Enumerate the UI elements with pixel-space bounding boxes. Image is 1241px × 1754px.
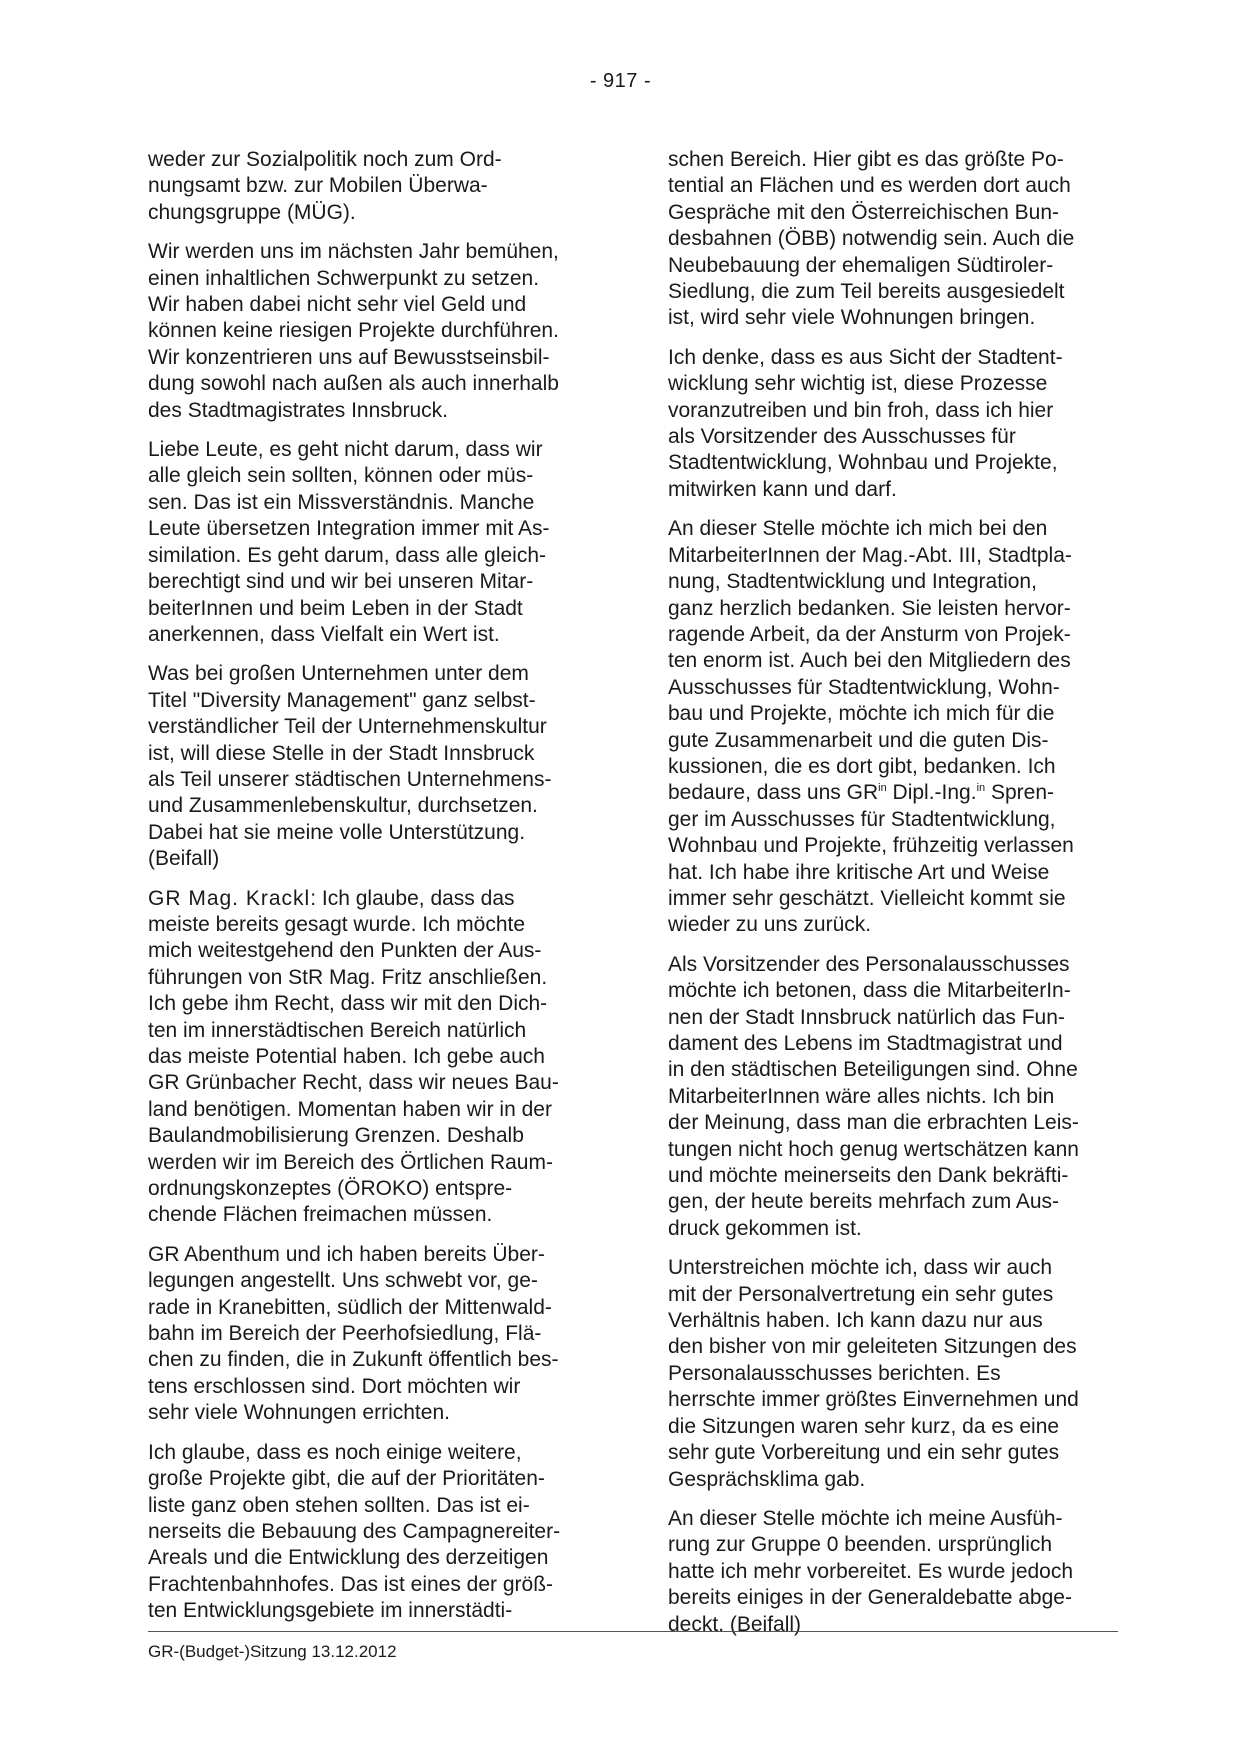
text-line: ragende Arbeit, da der Ansturm von Projek- [668,622,1071,646]
text-line: liste ganz oben stehen sollten. Das ist ei- [148,1493,530,1517]
text-line: einen inhaltlichen Schwerpunkt zu setzen. [148,266,540,290]
text-line: nungsamt bzw. zur Mobilen Überwa- [148,174,488,198]
text-line: Wir konzentrieren uns auf Bewusstseinsbil- [148,345,550,369]
text-line: gen, der heute bereits mehrfach zum Aus- [668,1190,1060,1214]
text-line: Ausschusses für Stadtentwicklung, Wohn- [668,675,1060,699]
text-line: kussionen, die es dort gibt, bedanken. Ich [668,754,1056,778]
text-line: tential an Flächen und es werden dort auch [668,174,1071,198]
text-line: An dieser Stelle möchte ich meine Ausfüh- [668,1506,1063,1530]
text-line: die Sitzungen waren sehr kurz, da es eine [668,1414,1060,1438]
text-line: Ich glaube, dass es noch einige weitere, [148,1440,522,1464]
text-line: ist, wird sehr viele Wohnungen bringen. [668,306,1036,330]
text-line: ordnungskonzeptes (ÖROKO) entspre- [148,1177,513,1201]
paragraph [148,437,600,648]
superscript: in [976,782,986,795]
text-line: sehr gute Vorbereitung und ein sehr gutes [668,1441,1060,1465]
right-column [668,147,1120,1651]
text-line: Wohnbau und Projekte, frühzeitig verlassen [668,834,1074,858]
footer-session-label: GR-(Budget-)Sitzung 13.12.2012 [148,1642,397,1661]
text-line: druck gekommen ist. [668,1216,862,1240]
text-line: sehr viele Wohnungen errichten. [148,1401,450,1425]
text-line: Titel "Diversity Management" ganz selbst- [148,688,536,712]
text-line: similation. Es geht darum, dass alle gleich- [148,543,547,567]
text-line: immer sehr geschätzt. Vielleicht kommt sie [668,886,1066,910]
text-line: Ich gebe ihm Recht, dass wir mit den Dich- [148,992,548,1016]
text-line: ten im innerstädtischen Bereich natürlich [148,1018,527,1042]
text-line: schen Bereich. Hier gibt es das größte Po- [668,148,1064,171]
text-line: Gespräche mit den Österreichischen Bun- [668,200,1060,224]
text-line: Neubebauung der ehemaligen Südtiroler- [668,253,1054,277]
speaker-name: GR Mag. Krackl [148,886,311,910]
text-line: Gesprächsklima gab. [668,1467,866,1491]
text-line: MitarbeiterInnen der Mag.-Abt. III, Stadtpla- [668,543,1072,567]
text-line: land benötigen. Momentan haben wir in der [148,1097,552,1121]
text-line: große Projekte gibt, die auf der Prioritäten- [148,1467,545,1491]
text-line: Unterstreichen möchte ich, dass wir auch [668,1256,1052,1280]
text-line: Leute übersetzen Integration immer mit As- [148,517,550,541]
text-line: ist, will diese Stelle in der Stadt Innsbruck [148,741,535,765]
paragraph [148,661,600,872]
text-line: nerseits die Bebauung des Campagnereiter- [148,1519,561,1543]
paragraph [668,1255,1120,1493]
text-line: Verhältnis haben. Ich kann dazu nur aus [668,1309,1043,1333]
text-line: nen der Stadt Innsbruck natürlich das Fun- [668,1005,1065,1029]
paragraph [148,147,600,226]
text-line: ger im Ausschusses für Stadtentwicklung, [668,807,1056,831]
paragraph-speaker-krackl [148,886,600,1229]
text-line: chende Flächen freimachen müssen. [148,1203,493,1227]
text-line: Siedlung, die zum Teil bereits ausgesiedelt [668,280,1065,304]
paragraph [668,345,1120,503]
text-line: GR Grünbacher Recht, dass wir neues Bau- [148,1071,559,1095]
text-line: Als Vorsitzender des Personalausschusses [668,952,1070,976]
text-line: ganz herzlich bedanken. Sie leisten hervor- [668,596,1071,620]
text-line: Baulandmobilisierung Grenzen. Deshalb [148,1124,524,1148]
paragraph [668,147,1120,332]
paragraph [668,1506,1120,1638]
text-line: rade in Kranebitten, südlich der Mittenwald- [148,1295,552,1319]
text-line: GR Abenthum und ich haben bereits Über- [148,1242,545,1266]
text-line: dament des Lebens im Stadtmagistrat und [668,1032,1063,1055]
text-line: das meiste Potential haben. Ich gebe auch [148,1045,545,1068]
text-line: Personalausschusses berichten. Es [668,1361,1001,1385]
text-line: mit der Personalvertretung ein sehr gutes [668,1282,1054,1306]
text-line: bereits einiges in der Generaldebatte abge- [668,1586,1072,1610]
text-span: Spren- [985,781,1054,805]
text-line: Stadtentwicklung, Wohnbau und Projekte, [668,451,1058,475]
text-line: Wir werden uns im nächsten Jahr bemühen, [148,240,559,264]
text-line: führungen von StR Mag. Fritz anschließen. [148,965,548,989]
text-line: wicklung sehr wichtig ist, diese Prozesse [668,372,1048,396]
text-line: nung, Stadtentwicklung und Integration, [668,570,1037,594]
paragraph [148,239,600,424]
text-line-with-superscript [668,780,1120,806]
text-line: werden wir im Bereich des Örtlichen Raum- [148,1150,553,1174]
text-line: mich weitestgehend den Punkten der Aus- [148,939,542,963]
footer-divider [148,1631,1118,1632]
text-line: als Teil unserer städtischen Unternehmens- [148,767,552,791]
text-line: beiterInnen und beim Leben in der Stadt [148,596,523,620]
text-line: hat. Ich habe ihre kritische Art und Weise [668,860,1050,884]
text-line: möchte ich betonen, dass die MitarbeiterIn- [668,979,1071,1003]
text-line: gute Zusammenarbeit und die guten Dis- [668,728,1049,752]
text-line: anerkennen, dass Vielfalt ein Wert ist. [148,622,500,646]
page-number: - 917 - [589,70,652,92]
text-line: ten Entwicklungsgebiete im innerstädti- [148,1599,513,1623]
text-line: weder zur Sozialpolitik noch zum Ord- [148,148,502,171]
text-line: tungen nicht hoch genug wertschätzen kann [668,1137,1079,1161]
superscript: in [878,782,887,795]
text-line: des Stadtmagistrates Innsbruck. [148,398,448,422]
text-span: bedaure, dass uns GR [668,781,879,805]
text-line: wieder zu uns zurück. [668,913,872,937]
text-line: chungsgruppe (MÜG). [148,200,356,224]
text-line: dung sowohl nach außen als auch innerhalb [148,372,559,396]
text-line: meiste bereits gesagt wurde. Ich möchte [148,912,526,936]
text-line: ten enorm ist. Auch bei den Mitgliedern des [668,649,1071,673]
text-line: legungen angestellt. Uns schwebt vor, ge- [148,1269,538,1293]
text-line: herrschte immer größtes Einvernehmen und [668,1388,1079,1412]
text-line: Areals und die Entwicklung des derzeitigen [148,1546,549,1570]
text-span: Dipl.-Ing. [886,781,977,805]
text-line: berechtigt sind und wir bei unseren Mitar- [148,570,534,594]
text-line: den bisher von mir geleiteten Sitzungen des [668,1335,1077,1359]
text-line: verständlicher Teil der Unternehmenskultur [148,715,547,739]
paragraph [148,1440,600,1625]
left-column [148,147,600,1638]
text-line: mitwirken kann und darf. [668,477,897,501]
text-line [148,886,600,912]
text-line: und möchte meinerseits den Dank bekräfti- [668,1164,1069,1188]
text-line: Was bei großen Unternehmen unter dem [148,662,529,686]
text-line: können keine riesigen Projekte durchführen. [148,319,559,343]
text-line: hatte ich mehr vorbereitet. Es wurde jedoch [668,1559,1074,1583]
paragraph [668,516,1120,939]
text-line: Liebe Leute, es geht nicht darum, dass wir [148,438,543,462]
text-line: als Vorsitzender des Ausschusses für [668,425,1016,449]
text-line: in den städtischen Beteiligungen sind. Ohne [668,1058,1078,1082]
text-line: Dabei hat sie meine volle Unterstützung. [148,820,526,844]
paragraph [148,1242,600,1427]
paragraph [668,952,1120,1242]
text-line: alle gleich sein sollten, können oder müs- [148,464,534,488]
text-line: desbahnen (ÖBB) notwendig sein. Auch die [668,227,1075,251]
text-line: bahn im Bereich der Peerhofsiedlung, Flä- [148,1322,542,1346]
text-line: voranzutreiben und bin froh, dass ich hier [668,398,1054,422]
text-line: Wir haben dabei nicht sehr viel Geld und [148,293,527,317]
text-line: chen zu finden, die in Zukunft öffentlich bes- [148,1348,559,1372]
text-line: und Zusammenlebenskultur, durchsetzen. [148,794,538,818]
text-line: MitarbeiterInnen wäre alles nichts. Ich bin [668,1084,1055,1108]
text-line: tens erschlossen sind. Dort möchten wir [148,1374,521,1398]
text-line: Ich denke, dass es aus Sicht der Stadtent- [668,345,1063,369]
text-line: Frachtenbahnhofes. Das ist eines der größ- [148,1572,554,1596]
text-line: An dieser Stelle möchte ich mich bei den [668,517,1048,541]
text-line: deckt. (Beifall) [668,1612,802,1636]
text-span: : Ich glaube, dass das [310,886,515,910]
text-line: (Beifall) [148,847,220,871]
text-line: rung zur Gruppe 0 beenden. ursprünglich [668,1533,1053,1557]
text-line: sen. Das ist ein Missverständnis. Manche [148,490,535,514]
text-line: der Meinung, dass man die erbrachten Leis- [668,1111,1079,1135]
text-line: bau und Projekte, möchte ich mich für die [668,702,1055,726]
